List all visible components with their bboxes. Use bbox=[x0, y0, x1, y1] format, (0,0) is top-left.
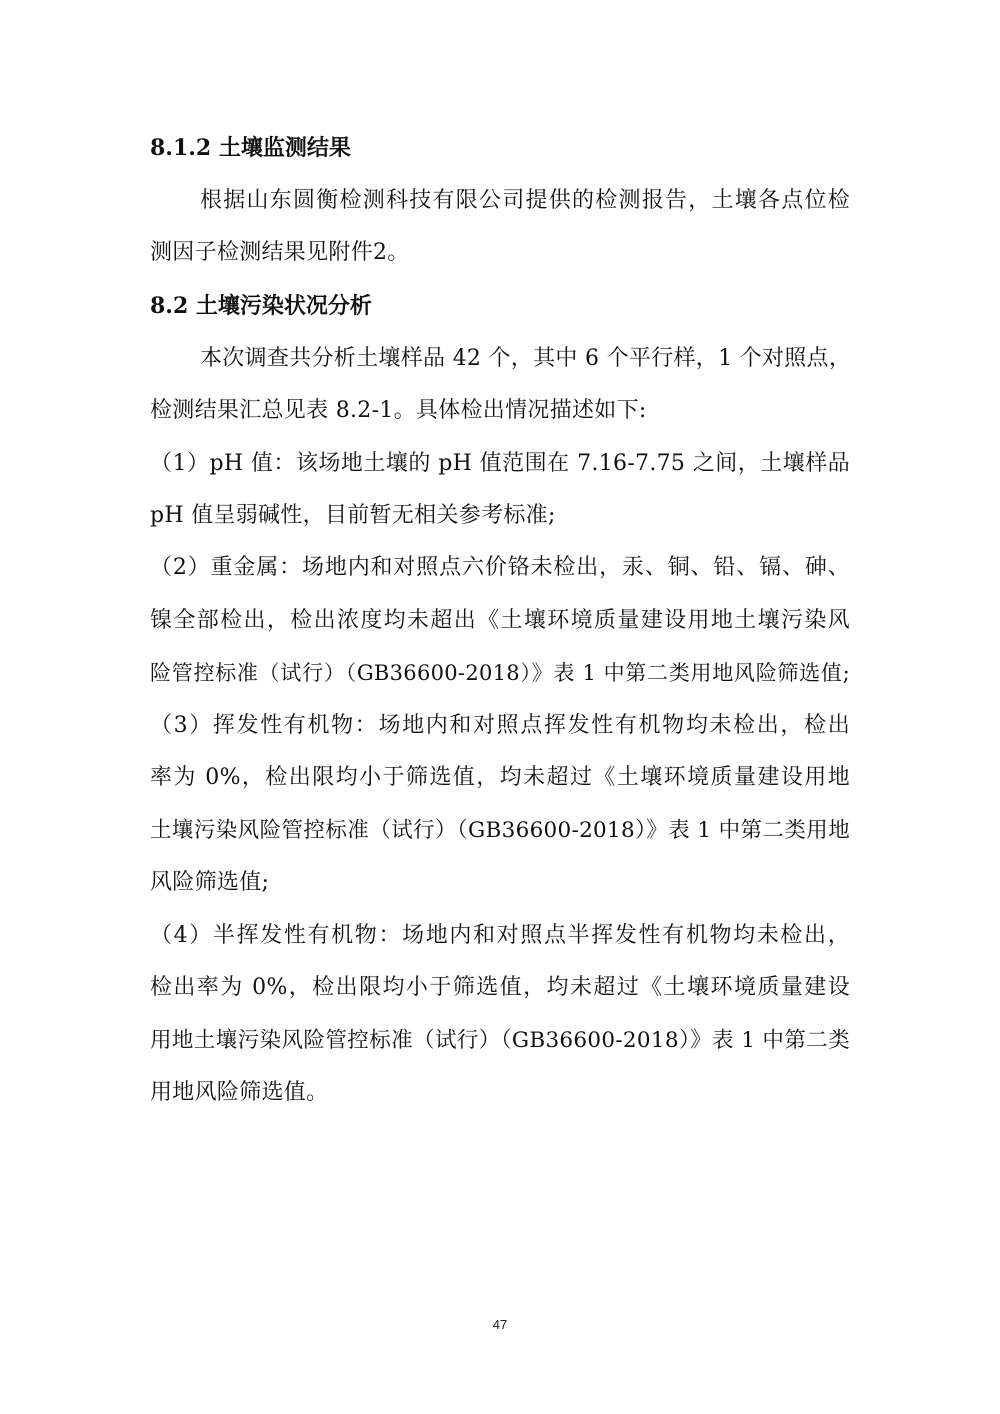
list-item-line: （2）重金属：场地内和对照点六价铬未检出，汞、铜、铅、镉、砷、 bbox=[150, 555, 850, 580]
list-item-line: pH 值呈弱碱性，目前暂无相关参考标准; bbox=[150, 503, 556, 528]
list-item-line: （1）pH 值：该场地土壤的 pH 值范围在 7.16-7.75 之间，土壤样品 bbox=[150, 451, 850, 476]
paragraph-line: 根据山东圆衡检测科技有限公司提供的检测报告，土壤各点位检 bbox=[200, 188, 850, 213]
list-item-line: 镍全部检出，检出浓度均未超出《土壤环境质量建设用地土壤污染风 bbox=[150, 608, 850, 633]
list-item-line: 率为 0%，检出限均小于筛选值，均未超过《土壤环境质量建设用地 bbox=[150, 765, 850, 790]
list-item-line: 风险筛选值; bbox=[150, 870, 270, 895]
paragraph-line: 本次调查共分析土壤样品 42 个，其中 6 个平行样，1 个对照点， bbox=[200, 346, 852, 371]
list-item-line: 用地土壤污染风险管控标准（试行）（GB36600-2018）》表 1 中第二类 bbox=[150, 1028, 850, 1053]
list-item-line: 用地风险筛选值。 bbox=[150, 1080, 329, 1105]
paragraph-line: 检测结果汇总见表 8.2-1。具体检出情况描述如下: bbox=[150, 398, 647, 423]
list-item-line: 土壤污染风险管控标准（试行）（GB36600-2018）》表 1 中第二类用地 bbox=[150, 818, 850, 843]
list-item-line: 检出率为 0%，检出限均小于筛选值，均未超过《土壤环境质量建设 bbox=[150, 975, 850, 1000]
list-item-line: （4）半挥发性有机物：场地内和对照点半挥发性有机物均未检出， bbox=[150, 923, 850, 948]
list-item-line: （3）挥发性有机物：场地内和对照点挥发性有机物均未检出，检出 bbox=[150, 713, 850, 738]
section-heading-8-1-2: 8.1.2 土壤监测结果 bbox=[150, 135, 351, 161]
page-number: 47 bbox=[492, 1317, 508, 1332]
list-item-line: 险管控标准（试行）（GB36600-2018）》表 1 中第二类用地风险筛选值; bbox=[150, 661, 850, 685]
section-heading-8-2: 8.2 土壤污染状况分析 bbox=[150, 293, 372, 319]
paragraph-line: 测因子检测结果见附件2。 bbox=[150, 240, 410, 265]
